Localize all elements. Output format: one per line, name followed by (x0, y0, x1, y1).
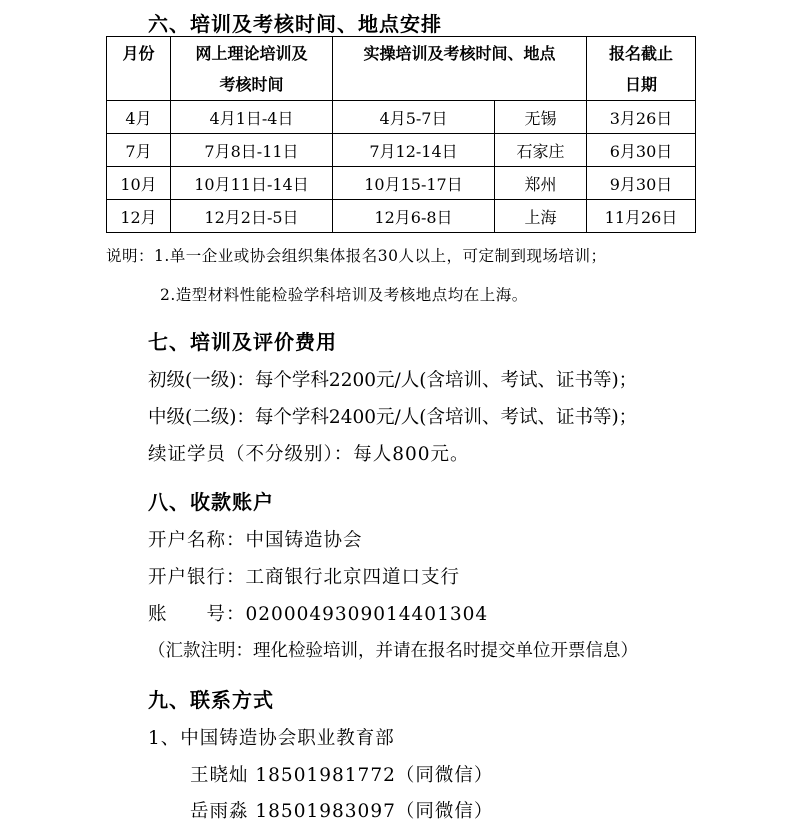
cell-deadline: 3月26日 (587, 101, 696, 134)
cell-month: 10月 (107, 167, 171, 200)
section-six-heading: 六、培训及考核时间、地点安排 (148, 12, 442, 36)
cell-deadline: 9月30日 (587, 167, 696, 200)
header-practical-time-location: 实操培训及考核时间、地点 (333, 37, 587, 101)
header-deadline: 报名截止 日期 (587, 37, 696, 101)
note-line-2: 2.造型材料性能检验学科培训及考核地点均在上海。 (160, 286, 528, 304)
fee-intermediate: 中级(二级)：每个学科2400元/人(含培训、考试、证书等)； (148, 407, 638, 428)
cell-online: 4月1日-4日 (171, 101, 333, 134)
cell-location: 郑州 (495, 167, 587, 200)
section-eight-heading: 八、收款账户 (148, 490, 274, 514)
cell-practical: 7月12-14日 (333, 134, 495, 167)
table-row (107, 101, 696, 134)
account-remark: （汇款注明：理化检验培训，并请在报名时提交单位开票信息） (148, 641, 638, 661)
account-number-value: 0200049309014401304 (245, 604, 489, 625)
section-nine-heading: 九、联系方式 (148, 688, 274, 712)
cell-location: 无锡 (495, 101, 587, 134)
cell-online: 7月8日-11日 (171, 134, 333, 167)
cell-month: 7月 (107, 134, 171, 167)
cell-deadline: 11月26日 (587, 200, 696, 233)
cell-online: 10月11日-14日 (171, 167, 333, 200)
account-number (148, 600, 488, 626)
header-month: 月份 (107, 37, 171, 101)
schedule-header-row (107, 37, 696, 101)
fee-junior: 初级(一级)：每个学科2200元/人(含培训、考试、证书等)； (148, 370, 638, 391)
cell-location: 石家庄 (495, 134, 587, 167)
contact-person: 岳雨淼 18501983097（同微信） (190, 801, 494, 822)
contact-org: 1、中国铸造协会职业教育部 (148, 728, 395, 749)
cell-practical: 10月15-17日 (333, 167, 495, 200)
contact-person: 王晓灿 18501981772（同微信） (190, 765, 494, 786)
fee-renewal: 续证学员（不分级别）：每人800元。 (148, 444, 470, 465)
account-bank: 开户银行：工商银行北京四道口支行 (148, 567, 461, 588)
cell-deadline: 6月30日 (587, 134, 696, 167)
cell-practical: 4月5-7日 (333, 101, 495, 134)
account-name: 开户名称：中国铸造协会 (148, 530, 363, 551)
header-online-time: 网上理论培训及 考核时间 (171, 37, 333, 101)
section-seven-heading: 七、培训及评价费用 (148, 330, 337, 354)
table-row (107, 167, 696, 200)
schedule-table (106, 36, 696, 233)
table-row (107, 134, 696, 167)
cell-month: 4月 (107, 101, 171, 134)
note-line-1: 说明：1.单一企业或协会组织集体报名30人以上，可定制到现场培训； (106, 247, 607, 265)
account-number-label: 账 号： (148, 604, 246, 625)
cell-month: 12月 (107, 200, 171, 233)
table-row (107, 200, 696, 233)
cell-practical: 12月6-8日 (333, 200, 495, 233)
cell-location: 上海 (495, 200, 587, 233)
cell-online: 12月2日-5日 (171, 200, 333, 233)
